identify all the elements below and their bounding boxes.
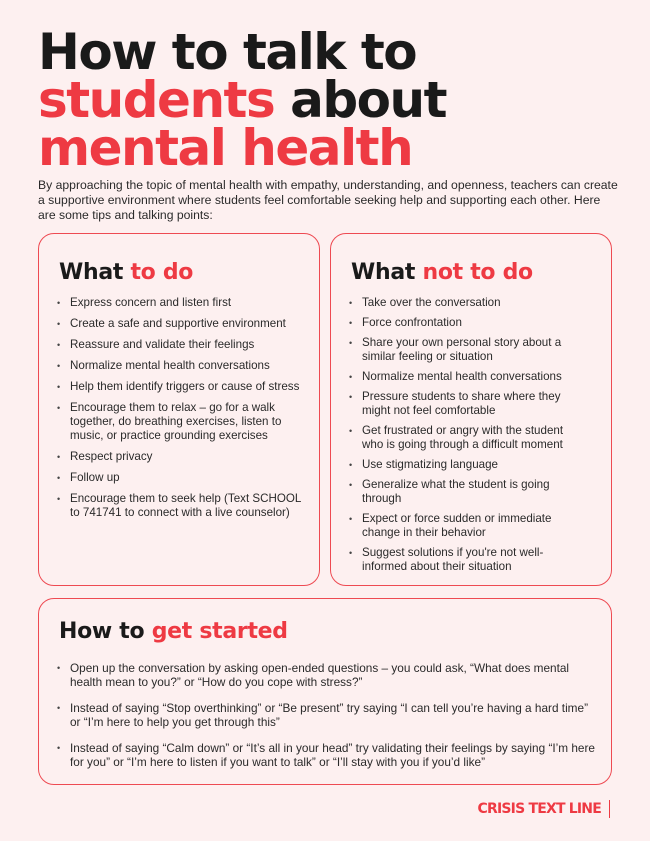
what-not-to-do-heading-highlight: not to do <box>422 260 533 285</box>
list-item: • Pressure students to share where they might not feel comfortable <box>349 390 574 418</box>
page-title <box>38 23 447 177</box>
list-item: • Instead of saying “Calm down” or “It’s all in your head” try validating their feelings by saying “I’m here for you” or “I’m here to listen if you want to talk” or “I’ll stay with you if you’d like” <box>57 741 597 769</box>
list-item: • Expect or force sudden or immediate change in their behavior <box>349 512 574 540</box>
list-item: • Suggest solutions if you're not well-informed about their situation <box>349 546 574 574</box>
list-item: • Normalize mental health conversations <box>349 370 574 384</box>
what-not-to-do-heading <box>351 260 533 285</box>
title-highlight: students <box>38 71 275 129</box>
title-line-1: How to talk to <box>38 23 417 81</box>
list-item: • Encourage them to relax – go for a walk together, do breathing exercises, listen to music, or practice grounding exercises <box>57 401 307 443</box>
list-item: • Create a safe and supportive environment <box>57 317 307 331</box>
list-item: • Take over the conversation <box>349 296 574 310</box>
list-item: • Express concern and listen first <box>57 296 307 310</box>
get-started-card <box>38 598 612 785</box>
what-not-to-do-card <box>330 233 612 586</box>
list-item: • Share your own personal story about a similar feeling or situation <box>349 336 574 364</box>
what-to-do-heading-text: What <box>59 260 131 285</box>
what-to-do-heading-highlight: to do <box>130 260 194 285</box>
list-item: • Open up the conversation by asking open-ended questions – you could ask, “What does mental health mean to you?” or “How do you cope with stress?” <box>57 661 597 689</box>
list-item: • Reassure and validate their feelings <box>57 338 307 352</box>
list-item: • Follow up <box>57 471 307 485</box>
list-item: • Get frustrated or angry with the student who is going through a difficult moment <box>349 424 574 452</box>
title-line-2-rest: about <box>274 71 447 129</box>
list-item: • Normalize mental health conversations <box>57 359 307 373</box>
what-to-do-card <box>38 233 320 586</box>
get-started-heading-text: How to <box>59 619 152 644</box>
what-not-to-do-heading-text: What <box>351 260 423 285</box>
title-line-3: mental health <box>38 119 413 177</box>
list-item: • Force confrontation <box>349 316 574 330</box>
list-item: • Generalize what the student is going through <box>349 478 574 506</box>
what-to-do-heading <box>59 260 193 285</box>
intro-paragraph: By approaching the topic of mental health with empathy, understanding, and openness, teachers can create a supportive environment where students feel comfortable seeking help and supporting each other. Here are some tips and talking points: <box>38 178 618 222</box>
what-to-do-list <box>57 296 307 527</box>
list-item: • Help them identify triggers or cause of stress <box>57 380 307 394</box>
list-item: • Use stigmatizing language <box>349 458 574 472</box>
get-started-heading <box>59 619 288 644</box>
what-not-to-do-list <box>349 296 574 580</box>
get-started-list <box>57 661 597 781</box>
list-item: • Encourage them to seek help (Text SCHOOL to 741741 to connect with a live counselor) <box>57 492 307 520</box>
list-item: • Respect privacy <box>57 450 307 464</box>
crisis-text-line-logo: CRISIS TEXT LINE <box>478 800 610 818</box>
get-started-heading-highlight: get started <box>151 619 288 644</box>
list-item: • Instead of saying “Stop overthinking” or “Be present” try saying “I can tell you’re having a hard time” or “I’m here to help you get through this” <box>57 701 597 729</box>
